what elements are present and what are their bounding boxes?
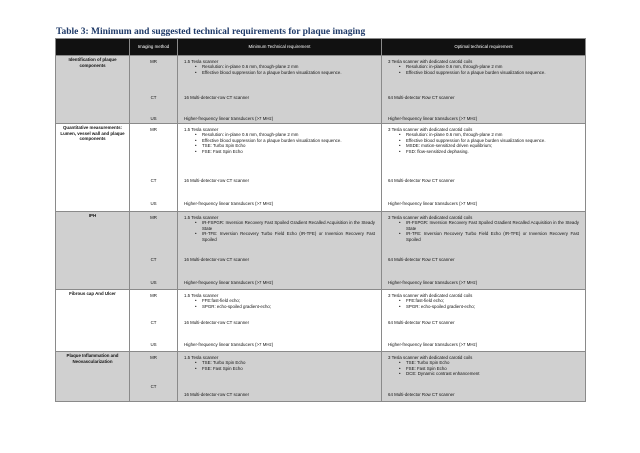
mr-scanner-text: 3 Tesla scanner with dedicated carotid coils (388, 293, 473, 298)
optimal-cell (382, 290, 586, 352)
optimal-cell (382, 212, 586, 290)
minimum-cell (178, 212, 382, 290)
mr-scanner-text: 1.5 Tesla scanner (184, 127, 219, 132)
minimum-cell (178, 290, 382, 352)
method-us: US (150, 201, 157, 206)
method-ct: CT (150, 178, 157, 183)
list-item: • Effective blood suppression for a plaque burden visualization sequence. (202, 138, 375, 143)
mr-bullet-list (388, 360, 579, 376)
list-item: • FSE: Fast Spin Echo (202, 366, 375, 371)
mr-bullet-list (184, 132, 375, 154)
mr-scanner-text: 1.5 Tesla scanner (184, 59, 219, 64)
mr-scanner-text: 3 Tesla scanner with dedicated carotid coils (388, 215, 473, 220)
list-item: • TSE: Turbo Spin Echo (202, 360, 375, 365)
list-item: • SPGR: echo-spoiled gradient-echo; (406, 304, 579, 309)
list-item: • FFE:fast-field echo; (202, 298, 375, 303)
method-ct: CT (150, 320, 157, 325)
ct-text: 64 Multi-detector Row CT scanner (388, 320, 455, 325)
list-item: • SPGR: echo-spoiled gradient-echo; (202, 304, 375, 309)
us-text: Higher-frequency linear transducers (>7 MHz) (184, 342, 274, 347)
method-mr: MR (150, 127, 157, 132)
method-cell (130, 124, 178, 212)
component-label: Fibrous cap And Ulcer (56, 290, 130, 352)
us-text: Higher-frequency linear transducers (>7 MHz) (388, 201, 478, 206)
header-row (56, 39, 586, 56)
mr-bullet-list (184, 64, 375, 75)
table-row (56, 290, 586, 352)
list-item: • FFE:fast-field echo; (406, 298, 579, 303)
us-text: Higher-frequency linear transducers (>7 MHz) (388, 280, 478, 285)
mr-bullet-list (388, 64, 579, 75)
mr-scanner-text: 1.5 Tesla scanner (184, 215, 219, 220)
component-label: Quantitative measurements: Lumen, vessel wall and plaque components (56, 124, 130, 212)
us-text: Higher-frequency linear transducers (>7 MHz) (184, 116, 274, 121)
mr-scanner-text: 3 Tesla scanner with dedicated carotid coils (388, 59, 473, 64)
list-item: • IR-FSPGR: Inversion Recovery Fast Spoiled Gradient Recalled Acquisition in the Steady State (202, 220, 375, 231)
list-item: • IR-TFE: Inversion Recovery Turbo Field Echo (IR-TFE) or Inversion Recovery Fast Spoiled (406, 231, 579, 242)
ct-text: 64 Multi-detector Row CT scanner (388, 392, 455, 397)
method-ct: CT (150, 95, 157, 100)
ct-text: 64 Multi-detector Row CT scanner (388, 95, 455, 100)
method-us: US (150, 342, 157, 347)
mr-bullet-list (388, 220, 579, 242)
component-label: Identification of plaque components (56, 56, 130, 124)
method-cell (130, 352, 178, 402)
list-item: • Effective blood suppression for a plaque burden visualization sequence. (202, 70, 375, 75)
minimum-cell (178, 352, 382, 402)
table-row (56, 124, 586, 212)
us-text: Higher-frequency linear transducers (>7 MHz) (388, 116, 478, 121)
list-item: • TSE: Turbo Spin Echo (406, 360, 579, 365)
list-item: • Resolution: in-plane 0.6 mm, through-plane 2 mm (202, 64, 375, 69)
list-item: • DCE: Dynamic contrast enhancement (406, 371, 579, 376)
method-mr: MR (150, 293, 157, 298)
list-item: • FSE: Fast Spin Echo (406, 366, 579, 371)
list-item: • IR-TFE: Inversion Recovery Turbo Field Echo (IR-TFE) or Inversion Recovery Fast Spoiled (202, 231, 375, 242)
list-item: • TSE: Turbo Spin Echo (202, 143, 375, 148)
ct-text: 16 Multi-detector-row CT scanner (184, 320, 250, 325)
method-mr: MR (150, 59, 157, 64)
minimum-cell (178, 124, 382, 212)
optimal-cell (382, 56, 586, 124)
mr-bullet-list (184, 360, 375, 371)
header-component-cell (56, 39, 130, 56)
us-text: Higher-frequency linear transducers (>7 MHz) (388, 342, 478, 347)
ct-text: 16 Multi-detector-row CT scanner (184, 392, 250, 397)
us-text: Higher-frequency linear transducers (>7 MHz) (184, 201, 274, 206)
mr-scanner-text: 3 Tesla scanner with dedicated carotid coils (388, 355, 473, 360)
method-ct: CT (150, 257, 157, 262)
list-item: • Effective blood suppression for a plaque burden visualization sequence. (406, 70, 579, 75)
list-item: • IR-FSPGR: Inversion Recovery Fast Spoiled Gradient Recalled Acquisition in the Steady State (406, 220, 579, 231)
table-title: Table 3: Minimum and suggested technical requirements for plaque imaging (56, 27, 366, 37)
table-row (56, 352, 586, 402)
method-mr: MR (150, 215, 157, 220)
us-text: Higher-frequency linear transducers (>7 MHz) (184, 280, 274, 285)
mr-scanner-text: 3 Tesla scanner with dedicated carotid coils (388, 127, 473, 132)
list-item: • Resolution: in-plane 0.6 mm, through-plane 2 mm (406, 64, 579, 69)
ct-text: 16 Multi-detector-row CT scanner (184, 257, 250, 262)
method-ct: CT (150, 384, 157, 389)
method-cell (130, 212, 178, 290)
mr-bullet-list (184, 298, 375, 309)
list-item: • MSDE: motion-sensitized driven equilibrium; (406, 143, 579, 148)
requirements-table (55, 38, 586, 402)
optimal-cell (382, 352, 586, 402)
header-method: Imaging method (130, 39, 178, 56)
mr-bullet-list (388, 298, 579, 309)
component-label: IPH (56, 212, 130, 290)
minimum-cell (178, 56, 382, 124)
method-us: US (150, 116, 157, 121)
header-minimum: Minimum Technical requirement (178, 39, 382, 56)
mr-scanner-text: 1.5 Tesla scanner (184, 293, 219, 298)
method-cell (130, 56, 178, 124)
mr-bullet-list (184, 220, 375, 242)
ct-text: 16 Multi-detector-row CT scanner (184, 178, 250, 183)
ct-text: 64 Multi-detector Row CT scanner (388, 178, 455, 183)
mr-bullet-list (388, 132, 579, 154)
table-row (56, 56, 586, 124)
list-item: • FSD: flow-sensitized dephasing. (406, 149, 579, 154)
list-item: • Resolution: in-plane 0.6 mm, through-plane 2 mm (202, 132, 375, 137)
list-item: • FSE: Fast Spin Echo (202, 149, 375, 154)
method-mr: MR (150, 355, 157, 360)
component-label: Plaque Inflammation and Neovascularization (56, 352, 130, 402)
table-row (56, 212, 586, 290)
list-item: • Resolution: in-plane 0.6 mm, through-plane 2 mm (406, 132, 579, 137)
method-cell (130, 290, 178, 352)
mr-scanner-text: 1.5 Tesla scanner (184, 355, 219, 360)
method-us: US (150, 280, 157, 285)
header-optimal: Optimal technical requirement (382, 39, 586, 56)
ct-text: 16 Multi-detector-row CT scanner (184, 95, 250, 100)
ct-text: 64 Multi-detector Row CT scanner (388, 257, 455, 262)
optimal-cell (382, 124, 586, 212)
list-item: • Effective blood suppression for a plaque burden visualization sequence. (406, 138, 579, 143)
